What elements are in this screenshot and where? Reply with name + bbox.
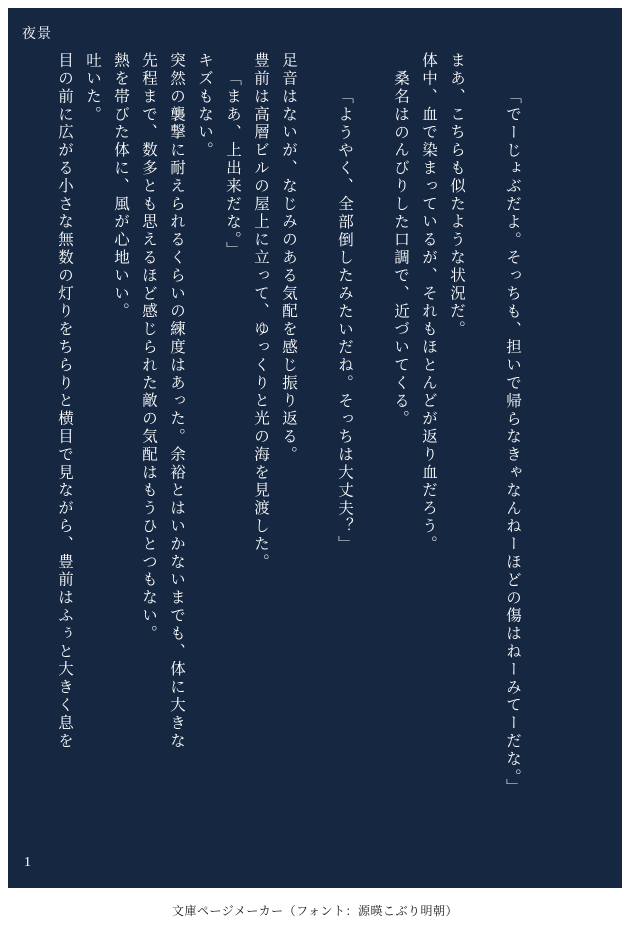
page-number: 1 [24, 855, 31, 870]
text-column: 桑名はのんびりした口調で、近づいてくる。 [392, 70, 409, 428]
text-column: 目の前に広がる小さな無数の灯りをちらりと横目で見ながら、豊前はふぅと大きく息を [56, 52, 73, 751]
text-column: 熱を帯びた体に、風が心地いい。 [112, 52, 129, 321]
text-column [464, 52, 492, 852]
text-column: 「でーじょぶだよ。そっちも、担いで帰らなきゃなんねーほどの傷はねーみてーだな。」 [504, 88, 521, 797]
text-column: 足音はないが、なじみのある気配を感じ振り返る。 [280, 52, 297, 464]
text-column: 吐いた。 [84, 52, 101, 124]
text-column: 突然の襲撃に耐えられるくらいの練度はあった。余裕とはいかないまでも、体に大きな [168, 52, 185, 751]
text-column: 「ようやく、全部倒したみたいだね。そっちは大丈夫？」 [336, 88, 353, 554]
novel-page-sheet [8, 8, 622, 888]
page-header-title: 夜景 [22, 27, 52, 42]
text-column: 体中、血で染まっているが、それもほとんどが返り血だろう。 [420, 52, 437, 554]
text-column: キズもない。 [196, 52, 213, 160]
text-column [296, 52, 324, 852]
text-column: まあ、こちらも似たような状況だ。 [448, 52, 465, 339]
text-column: 豊前は高層ビルの屋上に立って、ゆっくりと光の海を見渡した。 [252, 52, 269, 572]
text-column [352, 52, 380, 852]
text-column: 「まあ、上出来だな。」 [224, 70, 241, 260]
footer-caption: 文庫ページメーカー（フォント：源暎こぶり明朝） [171, 904, 459, 918]
vertical-text-body [44, 52, 604, 852]
text-column: 先程まで、数多とも思えるほど感じられた敵の気配はもうひとつもない。 [140, 52, 157, 643]
